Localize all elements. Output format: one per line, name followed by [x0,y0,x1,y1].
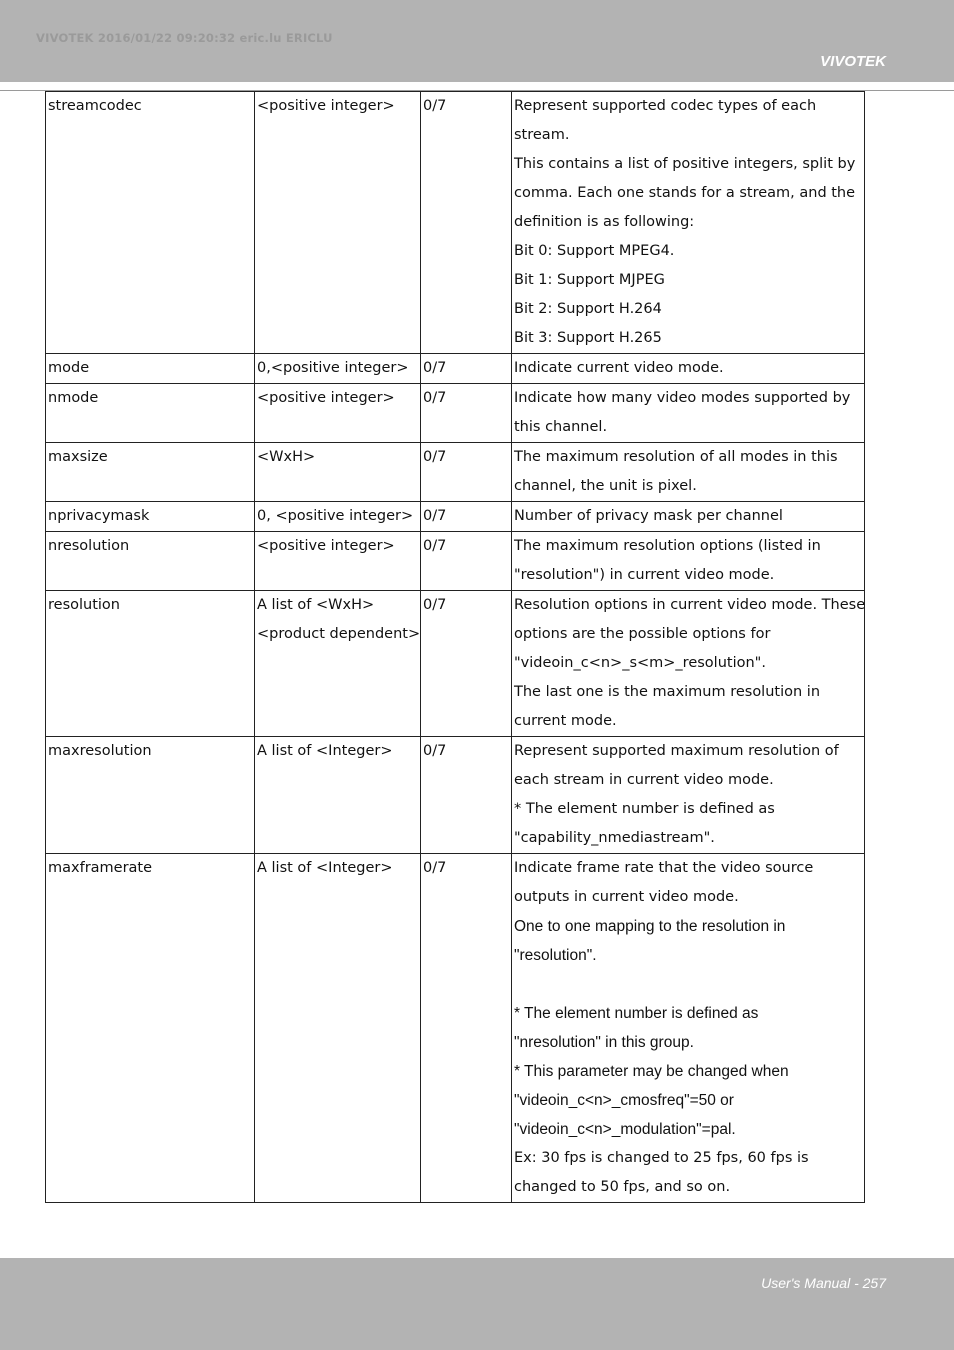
parameter-name-cell [46,502,255,532]
parameter-description-line: This contains a list of positive integers, split by [514,156,856,172]
parameter-table [45,91,865,1203]
parameter-description-cell [512,443,865,502]
parameter-value-cell [255,737,421,854]
parameter-security: 0/7 [423,98,447,114]
parameter-security: 0/7 [423,597,447,613]
parameter-description-line: each stream in current video mode. [514,772,774,788]
table-row [46,854,865,1203]
parameter-name-cell [46,354,255,384]
parameter-description-line: comma. Each one stands for a stream, and the [514,185,856,201]
parameter-description-cell [512,502,865,532]
parameter-description-line: "resolution") in current video mode. [514,567,775,583]
parameter-value-cell [255,502,421,532]
parameter-name-cell [46,92,255,354]
parameter-description-cell [512,354,865,384]
parameter-description-line: Indicate how many video modes supported by [514,390,851,406]
parameter-description-line: * The element number is defined as [514,801,775,817]
parameter-description-line: "capability_nmediastream". [514,830,715,846]
brand-logo-text: VIVOTEK [820,53,886,70]
parameter-description-line: Represent supported codec types of each [514,98,817,114]
parameter-security-cell [421,354,512,384]
table-row [46,384,865,443]
parameter-description-line: "resolution". [514,947,597,964]
parameter-security-cell [421,737,512,854]
parameter-value-line: <WxH> [257,449,316,465]
parameter-security-cell [421,591,512,737]
table-row [46,502,865,532]
parameter-description-line: changed to 50 fps, and so on. [514,1179,731,1195]
parameter-description-line: Bit 2: Support H.264 [514,301,662,317]
parameter-description-line: * This parameter may be changed when [514,1063,789,1080]
parameter-value-cell [255,591,421,737]
parameter-value-line: <positive integer> [257,538,395,554]
parameter-description-line: * The element number is defined as [514,1005,759,1022]
parameter-description-line: Number of privacy mask per channel [514,508,783,524]
parameter-description-cell [512,737,865,854]
parameter-description-cell [512,854,865,1203]
parameter-name-cell [46,443,255,502]
parameter-security-cell [421,384,512,443]
table-row [46,737,865,854]
parameter-name: maxresolution [48,743,152,759]
parameter-value-cell [255,532,421,591]
parameter-value-line: A list of <Integer> [257,743,393,759]
parameter-name-cell [46,384,255,443]
parameter-description-cell [512,532,865,591]
table-row [46,354,865,384]
parameter-security: 0/7 [423,508,447,524]
parameter-security: 0/7 [423,360,447,376]
parameter-name-cell [46,532,255,591]
parameter-description-line: "videoin_c<n>_modulation"=pal. [514,1121,736,1138]
table-row [46,591,865,737]
parameter-description-line: Resolution options in current video mode. These [514,597,866,613]
parameter-security: 0/7 [423,538,447,554]
parameter-name: maxframerate [48,860,153,876]
parameter-security: 0/7 [423,449,447,465]
parameter-security: 0/7 [423,860,447,876]
page-header [0,0,954,82]
parameter-description-line: One to one mapping to the resolution in [514,918,786,935]
parameter-name: resolution [48,597,120,613]
parameter-name: nresolution [48,538,130,554]
parameter-name-cell [46,737,255,854]
parameter-description-line: channel, the unit is pixel. [514,478,697,494]
parameter-value-cell [255,443,421,502]
page-footer [0,1258,954,1350]
parameter-description-line: stream. [514,127,570,143]
parameter-security: 0/7 [423,743,447,759]
parameter-name: mode [48,360,90,376]
parameter-name: streamcodec [48,98,142,114]
table-row [46,92,865,354]
parameter-description-cell [512,384,865,443]
parameter-value-line: 0, <positive integer> [257,508,414,524]
parameter-description-line: "videoin_c<n>_s<m>_resolution". [514,655,766,671]
parameter-description-line: Indicate current video mode. [514,360,724,376]
parameter-name: nmode [48,390,99,406]
parameter-name: maxsize [48,449,108,465]
parameter-value-cell [255,354,421,384]
parameter-value-cell [255,854,421,1203]
parameter-value-line: <positive integer> [257,390,395,406]
parameter-description-line: "videoin_c<n>_cmosfreq"=50 or [514,1092,734,1109]
parameter-description-line: this channel. [514,419,608,435]
parameter-description-line: current mode. [514,713,617,729]
parameter-description-line: Indicate frame rate that the video source [514,860,814,876]
parameter-description-line: The maximum resolution options (listed in [514,538,821,554]
parameter-description-line: Bit 1: Support MJPEG [514,272,665,288]
parameter-description-line: definition is as following: [514,214,695,230]
parameter-table-body [46,92,865,1203]
parameter-description-line: outputs in current video mode. [514,889,739,905]
parameter-security-cell [421,502,512,532]
parameter-value-line: A list of <WxH> [257,597,375,613]
parameter-value-cell [255,384,421,443]
parameter-description-cell [512,92,865,354]
parameter-value-line: <product dependent> [257,626,421,642]
parameter-name-cell [46,854,255,1203]
parameter-description-cell [512,591,865,737]
parameter-value-line: <positive integer> [257,98,395,114]
parameter-description-line: Bit 0: Support MPEG4. [514,243,675,259]
parameter-description-line [514,970,864,999]
parameter-description-line: The maximum resolution of all modes in this [514,449,838,465]
parameter-description-line: "nresolution" in this group. [514,1034,694,1051]
parameter-description-line: Ex: 30 fps is changed to 25 fps, 60 fps is [514,1150,809,1166]
parameter-value-line: 0,<positive integer> [257,360,409,376]
parameter-security-cell [421,532,512,591]
parameter-name-cell [46,591,255,737]
table-row [46,532,865,591]
page-number: User's Manual - 257 [761,1275,886,1291]
parameter-description-line: Represent supported maximum resolution of [514,743,839,759]
parameter-security-cell [421,92,512,354]
parameter-value-cell [255,92,421,354]
parameter-description-line: The last one is the maximum resolution in [514,684,821,700]
parameter-description-line: Bit 3: Support H.265 [514,330,662,346]
parameter-name: nprivacymask [48,508,150,524]
parameter-security: 0/7 [423,390,447,406]
parameter-security-cell [421,854,512,1203]
parameter-value-line: A list of <Integer> [257,860,393,876]
parameter-security-cell [421,443,512,502]
watermark-text: VIVOTEK 2016/01/22 09:20:32 eric.lu ERICLU [36,31,333,45]
parameter-description-line: options are the possible options for [514,626,771,642]
table-row [46,443,865,502]
